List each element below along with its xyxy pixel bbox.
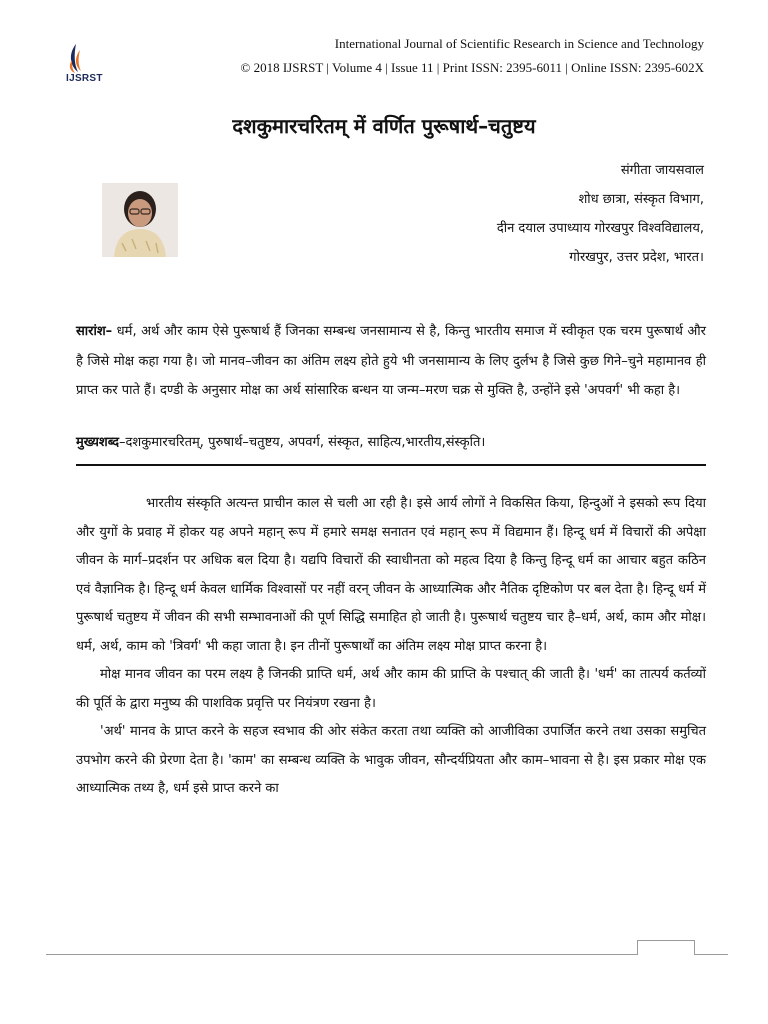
journal-issue-line: © 2018 IJSRST | Volume 4 | Issue 11 | Print ISSN: 2395-6011 | Online ISSN: 2395-602X [240,60,704,75]
abstract-label: सारांश– [76,324,113,339]
abstract-text: धर्म, अर्थ और काम ऐसे पुरूषार्थ हैं जिनका सम्बन्ध जनसामान्य से है, किन्तु भारतीय समाज में स्वीकृत एक चरम पुरूषार्थ और है जिसे मोक्ष कहा गया है। जो मानव–जीवन का अंतिम लक्ष्य होते हुये भी जनसामान्य के लिए दुर्लभ है जिसे कुछ गिने–चुने महामानव ही प्राप्त कर पाते हैं। दण्डी के अनुसार मोक्ष का अर्थ सांसारिक बन्धन या जन्म–मरण चक्र से मुक्ति है, उन्होंने इसे 'अपवर्ग' भी कहा है। [76,324,706,398]
abstract [76,317,706,406]
keywords-text: –दशकुमारचरितम्, पुरुषार्थ–चतुष्टय, अपवर्ग, संस्कृत, साहित्य,भारतीय,संस्कृति। [119,435,486,450]
body-paragraph: भारतीय संस्कृति अत्यन्त प्राचीन काल से चली आ रही है। इसे आर्य लोगों ने विकसित किया, हिन्दुओं ने इसको रूप दिया और युगों के प्रवाह में होकर यह अपने महान् रूप में हमारे समक्ष सनातन एवं महान् रूप में विद्यमान हैं। हिन्दू धर्म में विचारों की अपेक्षा जीवन के मार्ग–प्रदर्शन पर अधिक बल दिया है। यद्यपि विचारों की स्वाधीनता को महत्व दिया है किन्तु हिन्दू धर्म का आचार बहुत कठिन एवं वैज्ञानिक है। हिन्दू धर्म केवल धार्मिक विश्वासों पर नहीं वरन् जीवन के आध्यात्मिक और नैतिक दृष्टिकोण पर बल देता है। हिन्दू धर्म में पुरूषार्थ चतुष्टय में जीवन की सभी सम्भावनाओं की पूर्ण सिद्धि समाहित हो जाती है। पुरूषार्थ चतुष्टय चार है–धर्म, अर्थ, काम और मोक्ष। धर्म, अर्थ, काम को 'त्रिवर्ग' भी कहा जाता है। इन तीनों पुरूषार्थों का अंतिम लक्ष्य मोक्ष प्राप्त करना है। [76,496,706,654]
author-location: गोरखपुर, उत्तर प्रदेश, भारत। [569,250,704,265]
author-name: संगीता जायसवाल [620,163,704,178]
author-role: शोध छात्रा, संस्कृत विभाग, [578,192,704,207]
author-affiliation [497,156,704,272]
body-paragraph: 'अर्थ' मानव के प्राप्त करने के सहज स्वभाव की ओर संकेत करता तथा व्यक्ति को आजीविका उपार्जित करने तथा उसका समुचित उपभोग करने की प्रेरणा देता है। 'काम' का सम्बन्ध व्यक्ति के भावुक जीवन, सौन्दर्यप्रियता और काम–भावना से है। इस प्रकार मोक्ष एक आध्यात्मिक तथ्य है, धर्म इसे प्राप्त करने का [76,724,706,796]
author-photo [102,183,178,257]
logo-text: IJSRST [66,73,103,84]
author-university: दीन दयाल उपाध्याय गोरखपुर विश्वविद्यालय, [496,221,704,236]
article-body [76,490,706,804]
footer-line [46,954,728,955]
keywords [76,428,706,457]
page-number-box [637,940,695,955]
article-title: दशकुमारचरितम् में वर्णित पुरूषार्थ–चतुष्टय [232,114,536,138]
journal-name: International Journal of Scientific Research in Science and Technology [334,36,704,51]
section-divider [76,464,706,466]
keywords-label: मुख्यशब्द [76,435,119,450]
body-paragraph: मोक्ष मानव जीवन का परम लक्ष्य है जिनकी प्राप्ति धर्म, अर्थ और काम की प्राप्ति के पश्चात् की जाती है। 'धर्म' का तात्पर्य कर्तव्यों की पूर्ति के द्वारा मनुष्य की पाशविक प्रवृत्ति पर नियंत्रण रखना है। [76,667,706,711]
